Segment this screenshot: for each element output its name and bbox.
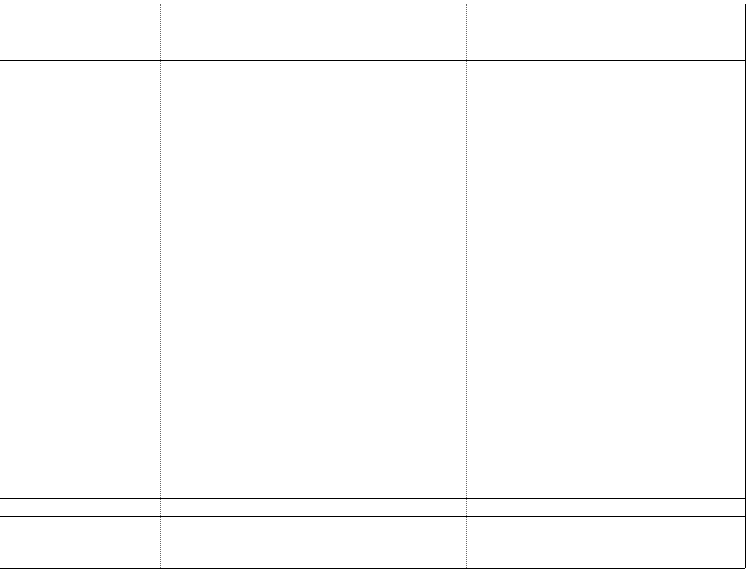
divider-agronomic xyxy=(466,4,467,568)
media-top-rule xyxy=(0,498,745,499)
divider-name xyxy=(160,4,161,568)
media-bottom-rule xyxy=(0,516,745,517)
table-right-border xyxy=(745,4,746,568)
table-bottom-rule xyxy=(0,568,745,569)
header-bottom-rule xyxy=(0,60,745,61)
